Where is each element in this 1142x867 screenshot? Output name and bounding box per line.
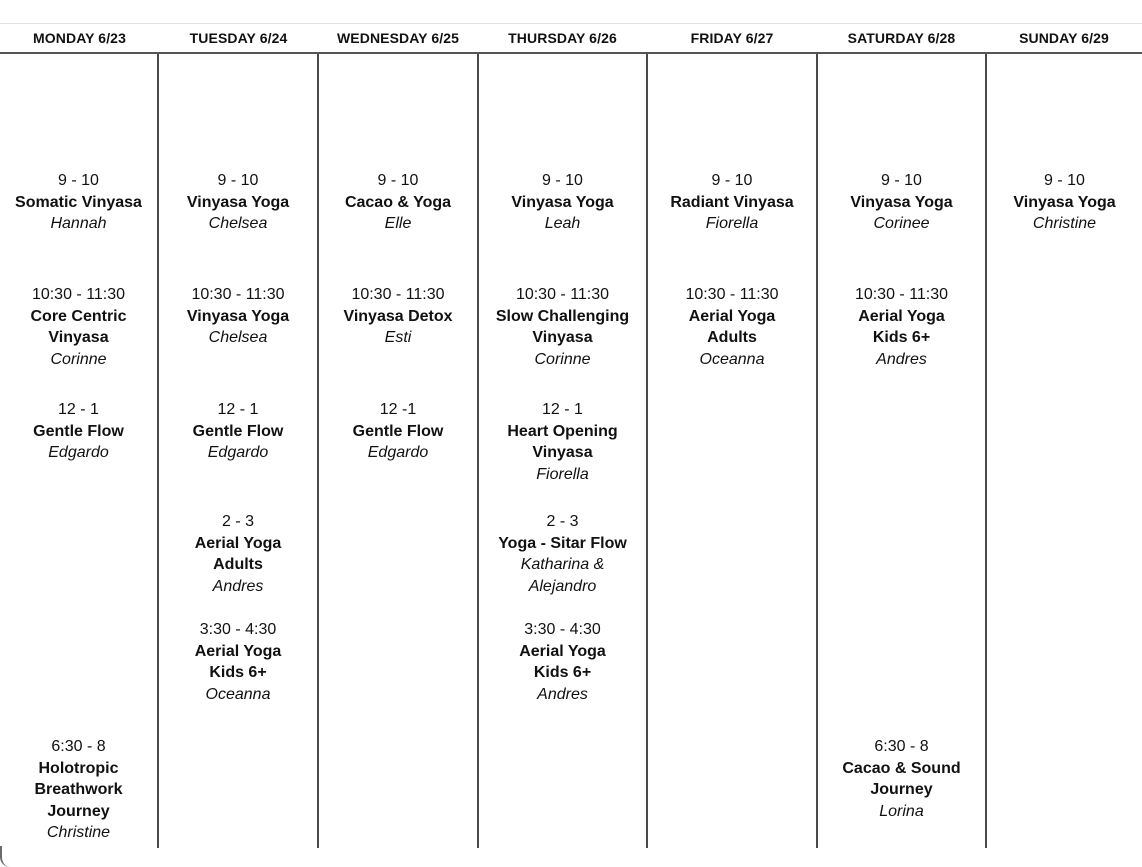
class-title: Yoga - Sitar Flow: [498, 534, 627, 552]
class-instructor: Chelsea: [208, 215, 268, 232]
class-title: Heart Opening Vinyasa: [507, 422, 618, 461]
header-rule: [0, 52, 1142, 54]
class-time: 9 - 10: [711, 172, 753, 189]
class-time: 10:30 - 11:30: [854, 286, 949, 303]
class-instructor: Chelsea: [208, 329, 268, 346]
class-block: [159, 619, 317, 705]
class-instructor: Corinee: [873, 215, 930, 232]
class-block: [479, 170, 646, 235]
class-time: 2 - 3: [221, 513, 254, 530]
class-title: Gentle Flow: [192, 422, 284, 440]
class-instructor: Andres: [212, 577, 264, 595]
class-block: [479, 619, 646, 705]
class-block: [0, 736, 157, 844]
class-block: [319, 170, 477, 235]
class-instructor: Christine: [46, 824, 111, 841]
class-time: 9 - 10: [881, 172, 922, 189]
class-title: Vinyasa Yoga: [511, 193, 614, 211]
class-block: [479, 399, 646, 485]
day-header-saturday: SATURDAY 6/28: [847, 30, 956, 46]
class-title: Radiant Vinyasa: [670, 193, 794, 211]
day-header-thursday: THURSDAY 6/26: [508, 30, 617, 46]
class-block: [479, 511, 646, 597]
class-instructor: Fiorella: [536, 465, 589, 483]
class-time: 10:30 - 11:30: [515, 286, 610, 303]
class-time: 9 - 10: [542, 172, 583, 189]
class-instructor: Oceanna: [205, 685, 271, 703]
class-block: [159, 511, 317, 597]
class-time: 10:30 - 11:30: [685, 286, 779, 303]
class-instructor: Corinne: [50, 350, 107, 368]
class-block: [818, 170, 985, 235]
class-instructor: Katharina & Alejandro: [520, 556, 605, 595]
class-title: Aerial Yoga Adults: [194, 534, 282, 573]
class-instructor: Oceanna: [699, 350, 765, 368]
class-block: [987, 170, 1142, 235]
class-block: [159, 399, 317, 464]
class-time: 10:30 - 11:30: [351, 286, 445, 303]
class-block: [0, 399, 157, 464]
class-instructor: Edgardo: [48, 444, 109, 461]
class-time: 12 - 1: [542, 401, 583, 418]
class-block: [818, 736, 985, 822]
class-instructor: Fiorella: [705, 215, 759, 232]
class-instructor: Edgardo: [207, 444, 269, 461]
class-title: Holotropic Breathwork Journey: [34, 759, 123, 820]
class-title: Cacao & Sound Journey: [842, 759, 961, 798]
class-title: Vinyasa Yoga: [186, 193, 290, 211]
class-block: [319, 399, 477, 464]
class-block: [648, 170, 816, 235]
day-header-wednesday: WEDNESDAY 6/25: [336, 30, 459, 46]
class-block: [159, 170, 317, 235]
class-title: Vinyasa Yoga: [186, 307, 290, 325]
day-header-friday: FRIDAY 6/27: [690, 30, 774, 46]
class-time: 6:30 - 8: [874, 738, 929, 755]
class-instructor: Corinne: [534, 350, 591, 368]
class-instructor: Edgardo: [367, 444, 429, 461]
class-instructor: Leah: [544, 215, 581, 232]
class-title: Gentle Flow: [352, 422, 444, 440]
class-instructor: Andres: [876, 350, 927, 368]
class-title: Cacao & Yoga: [344, 193, 452, 211]
class-time: 2 - 3: [546, 513, 579, 530]
class-title: Somatic Vinyasa: [15, 193, 142, 211]
class-block: [159, 284, 317, 349]
class-time: 10:30 - 11:30: [31, 286, 126, 303]
class-title: Core Centric Vinyasa: [30, 307, 127, 346]
class-block: [648, 284, 816, 370]
class-block: [818, 284, 985, 370]
class-instructor: Christine: [1032, 215, 1097, 232]
class-instructor: Lorina: [879, 802, 924, 820]
class-instructor: Esti: [384, 329, 412, 346]
class-time: 12 - 1: [58, 401, 99, 418]
class-instructor: Andres: [537, 685, 588, 703]
class-time: 12 - 1: [217, 401, 259, 418]
class-time: 6:30 - 8: [51, 738, 106, 755]
class-time: 10:30 - 11:30: [191, 286, 285, 303]
class-block: [0, 170, 157, 235]
class-instructor: Hannah: [50, 215, 107, 232]
class-title: Aerial Yoga Kids 6+: [858, 307, 945, 346]
class-time: 9 - 10: [1044, 172, 1085, 189]
class-title: Aerial Yoga Adults: [688, 307, 776, 346]
class-time: 3:30 - 4:30: [524, 621, 601, 638]
class-time: 12 -1: [379, 401, 417, 418]
class-time: 3:30 - 4:30: [199, 621, 277, 638]
day-header-tuesday: TUESDAY 6/24: [189, 30, 288, 46]
class-title: Aerial Yoga Kids 6+: [519, 642, 606, 681]
class-title: Slow Challenging Vinyasa: [495, 307, 630, 346]
class-block: [319, 284, 477, 349]
class-title: Vinyasa Yoga: [1013, 193, 1116, 211]
class-block: [0, 284, 157, 370]
class-title: Gentle Flow: [33, 422, 124, 440]
class-block: [479, 284, 646, 370]
day-header-sunday: SUNDAY 6/29: [1019, 30, 1109, 46]
class-title: Vinyasa Detox: [343, 307, 453, 325]
class-title: Vinyasa Yoga: [850, 193, 953, 211]
day-header-row: [0, 24, 1142, 52]
page-corner: [0, 846, 14, 867]
class-time: 9 - 10: [217, 172, 259, 189]
class-instructor: Elle: [384, 215, 412, 232]
class-time: 9 - 10: [58, 172, 99, 189]
class-time: 9 - 10: [377, 172, 419, 189]
day-header-monday: MONDAY 6/23: [33, 30, 126, 46]
class-title: Aerial Yoga Kids 6+: [194, 642, 282, 681]
